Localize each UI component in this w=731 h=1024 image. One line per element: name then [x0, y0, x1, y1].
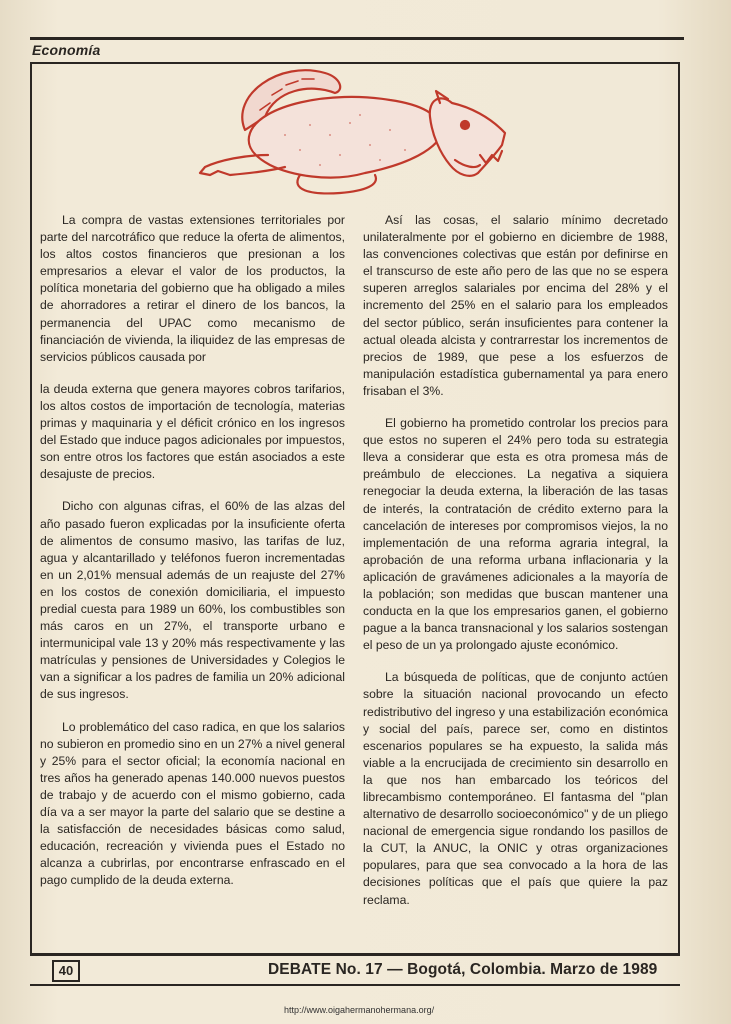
- body-shape: [249, 97, 445, 178]
- left-column: [40, 212, 345, 904]
- paragraph: Lo problemático del caso radica, en que los salarios no subieron en promedio sino en un 27% a nivel general y 25% para el sector oficial; la economía nacional en tres años ha generado apenas 140.000 nuevos puestos de trabajo y de acuerdo con el mismo gobierno, cada día va a ser mayor la parte del salario que se destine a la satisfacción de necesidades básicas como salud, educación, recreación y vivienda pues el Estado no alcanza a cubrirlas, por encontrarse enfrascado en el pago cumplido de la deuda externa.: [40, 719, 345, 888]
- paragraph: Así las cosas, el salario mínimo decretado unilateralmente por el gobierno en diciembre de 1988, las convenciones colectivas que están por definirse en el transcurso de este año pero de las que no se espera superen arreglos salariales por encima del 28% y el incremento del 25% en el salario para los empleados del sector público, serán insuficientes para contener la actual oleada alcista y contrarrestar los incrementos de precios de 1989, que pese a los esfuerzos de manipulación estadística gubernamental ya para enero frisaban el 3%.: [363, 213, 668, 398]
- footer-rule: [30, 953, 680, 956]
- paragraph: La búsqueda de políticas, que de conjunto actúen sobre la situación nacional provocando un efecto redistributivo del ingreso y una estabilización económica y social del país, parece ser, como en distintos escenarios populares se ha expuesto, la salida más viable a la encrucijada de crecimiento sin desarrollo en la que nos han embarcado los teóricos del librecambismo contemporáneo. El fantasma del "plan alternativo de desarrollo socioeconómico" y de un pliego nacional de emergencia sigue rondando los pasillos de la CUT, la ANUC, la ONIC y otras organizaciones populares, para que sea convocado a la hora de las decisiones políticas que el país que quiere la paz reclama.: [363, 670, 668, 907]
- head-shape: [430, 98, 505, 175]
- footer-underline: [30, 984, 680, 986]
- paragraph: La compra de vastas extensiones territoriales por parte del narcotráfico que reduce la oferta de alimentos, los altos costos financieros que presionan a los empresarios a elevar el valor de los productos, la política monetaria del gobierno que ha obligado a miles de ahorradores a retirar el dinero de los bancos, la permanencia del UPAC como mecanismo de financiación de vivienda, la iliquidez de las empresas de servicios públicos causada por: [40, 213, 345, 364]
- section-label: Economía: [32, 42, 101, 58]
- masthead: DEBATE No. 17 — Bogotá, Colombia. Marzo de 1989: [268, 961, 658, 978]
- red-dog-creature-illustration: [190, 55, 510, 205]
- paragraph: Dicho con algunas cifras, el 60% de las alzas del año pasado fueron explicadas por la insuficiente oferta de alimentos de consumo masivo, las tarifas de luz, agua y alcantarillado y teléfonos fueron incrementadas en un 2,01% mensual además de un reajuste del 27% en los costos de conexión domiciliaria, el impuesto predial cuesta para 1989 un 60%, los combustibles son más caros en un 27%, el transporte urbano e intermunicipal vale 13 y 20% más respectivamente y las matrículas y pensiones de Universidades y Colegios le van a significar a los padres de familia un 20% adicional de sus ingresos.: [40, 499, 345, 702]
- header-rule: [30, 37, 684, 40]
- right-column: [363, 212, 668, 924]
- paragraph: la deuda externa que genera mayores cobros tarifarios, los altos costos de importación de tecnología, materias primas y maquinaria y el déficit crónico en los ingresos del Estado que induce pagos adicionales por impuestos, son entre otros los factores que están asociados a este desajuste de precios.: [40, 381, 345, 482]
- source-url[interactable]: http://www.oigahermanohermana.org/: [284, 1005, 435, 1015]
- page-number: 40: [52, 960, 80, 982]
- paragraph: El gobierno ha prometido controlar los precios para que estos no superen el 24% pero toda su estrategia lleva a considerar que esta es otra promesa más de preámbulo de elecciones. La negativa a siquiera renegociar la deuda externa, la liberación de las tasas de interés, la contratación de crédito externo para la cancelación de intereses por compromisos viejos, la no implementación de una reforma agraria integral, la aprobación de una reforma urbana inflacionaria y la aplicación de gravámenes adicionales a la mayoría de la población; son medidas que buscan mantener una conducta en la que los empresarios ganen, el gobierno pague a la banca transnacional y los salarios sostengan el peso de un ya prolongado ajuste económico.: [363, 416, 668, 653]
